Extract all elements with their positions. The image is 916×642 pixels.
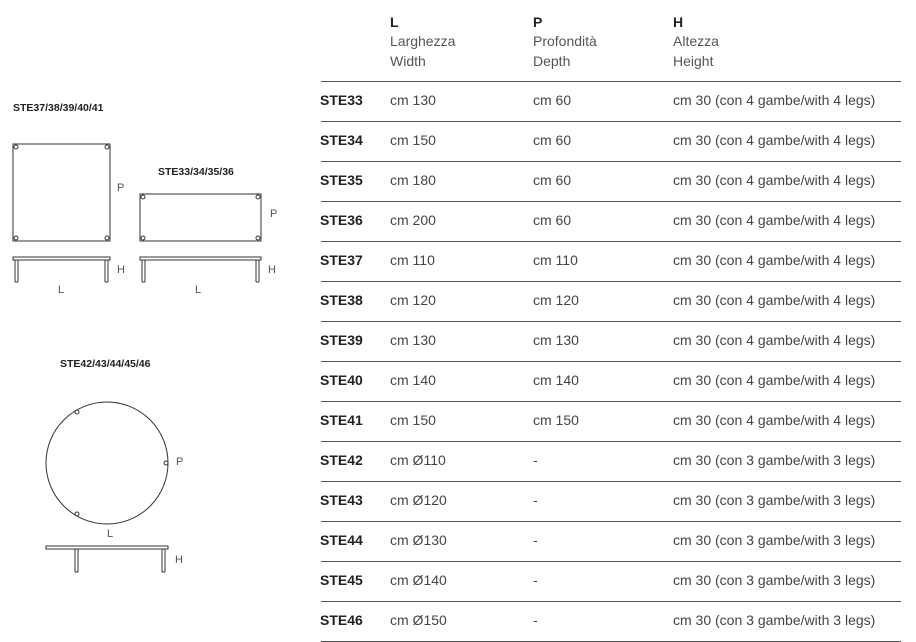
product-code: STE38 [320,292,363,308]
round-table-l-label: L [107,528,114,540]
header-depth-en: Depth [533,53,571,69]
round-table-h-label: H [175,554,183,566]
round-table-model-label: STE42/43/44/45/46 [60,358,151,370]
table-row [0,561,916,601]
header-depth-it: Profondità [533,33,597,49]
table-row [0,361,916,401]
height-value: cm 30 (con 3 gambe/with 3 legs) [673,452,876,468]
header-width-it: Larghezza [390,33,456,49]
table-row [0,481,916,521]
table-row [0,161,916,201]
table-row [0,121,916,161]
product-code: STE37 [320,252,363,268]
table-row [0,241,916,281]
height-value: cm 30 (con 3 gambe/with 3 legs) [673,532,876,548]
square-table-l-label: L [58,284,65,296]
width-value: cm 150 [390,132,436,148]
table-row [0,81,916,121]
width-value: cm Ø120 [390,492,447,508]
product-code: STE34 [320,132,363,148]
width-value: cm 150 [390,412,436,428]
height-value: cm 30 (con 4 gambe/with 4 legs) [673,252,876,268]
product-code: STE44 [320,532,363,548]
table-row [0,521,916,561]
depth-value: cm 60 [533,132,572,148]
table-row [0,401,916,441]
header-width [390,13,455,71]
header-depth [533,13,597,71]
table-row [0,441,916,481]
height-value: cm 30 (con 4 gambe/with 4 legs) [673,92,876,108]
rect-table-p-label: P [270,208,278,220]
depth-value: cm 110 [533,252,578,268]
product-code: STE36 [320,212,363,228]
width-value: cm 200 [390,212,436,228]
height-value: cm 30 (con 4 gambe/with 4 legs) [673,212,876,228]
header-height-en: Height [673,53,714,69]
depth-value: - [533,492,538,508]
rect-table-h-label: H [268,264,276,276]
width-value: cm 130 [390,332,436,348]
width-value: cm Ø150 [390,612,447,628]
product-code: STE46 [320,612,363,628]
height-value: cm 30 (con 4 gambe/with 4 legs) [673,412,876,428]
header-width-en: Width [390,53,426,69]
width-value: cm 180 [390,172,436,188]
height-value: cm 30 (con 4 gambe/with 4 legs) [673,372,876,388]
product-code: STE39 [320,332,363,348]
height-value: cm 30 (con 3 gambe/with 3 legs) [673,612,876,628]
height-value: cm 30 (con 4 gambe/with 4 legs) [673,292,876,308]
depth-value: cm 150 [533,412,579,428]
depth-value: - [533,452,538,468]
depth-value: cm 130 [533,332,579,348]
depth-value: - [533,532,538,548]
table-row [0,601,916,641]
width-value: cm Ø130 [390,532,447,548]
product-code: STE45 [320,572,363,588]
width-value: cm Ø110 [390,452,446,468]
square-table-p-label: P [117,182,125,194]
width-value: cm Ø140 [390,572,447,588]
table-row [0,321,916,361]
product-code: STE40 [320,372,363,388]
header-height [673,13,719,71]
product-code: STE41 [320,412,363,428]
height-value: cm 30 (con 4 gambe/with 4 legs) [673,132,876,148]
header-depth-letter: P [533,14,543,30]
round-table-p-label: P [176,456,184,468]
product-code: STE33 [320,92,363,108]
depth-value: cm 120 [533,292,579,308]
depth-value: cm 60 [533,92,572,108]
height-value: cm 30 (con 3 gambe/with 3 legs) [673,492,876,508]
square-table-model-label: STE37/38/39/40/41 [13,102,104,114]
table-row [0,201,916,241]
header-height-it: Altezza [673,33,719,49]
height-value: cm 30 (con 4 gambe/with 4 legs) [673,172,876,188]
header-height-letter: H [673,14,684,30]
depth-value: cm 60 [533,212,572,228]
width-value: cm 110 [390,252,435,268]
depth-value: - [533,572,538,588]
height-value: cm 30 (con 3 gambe/with 3 legs) [673,572,876,588]
width-value: cm 130 [390,92,436,108]
width-value: cm 120 [390,292,436,308]
product-code: STE42 [320,452,363,468]
table-row [0,281,916,321]
product-code: STE35 [320,172,363,188]
rect-table-model-label: STE33/34/35/36 [158,166,234,178]
depth-value: - [533,612,538,628]
width-value: cm 140 [390,372,436,388]
depth-value: cm 140 [533,372,579,388]
header-width-letter: L [390,14,399,30]
height-value: cm 30 (con 4 gambe/with 4 legs) [673,332,876,348]
rect-table-l-label: L [195,284,202,296]
square-table-h-label: H [117,264,125,276]
product-code: STE43 [320,492,363,508]
depth-value: cm 60 [533,172,572,188]
